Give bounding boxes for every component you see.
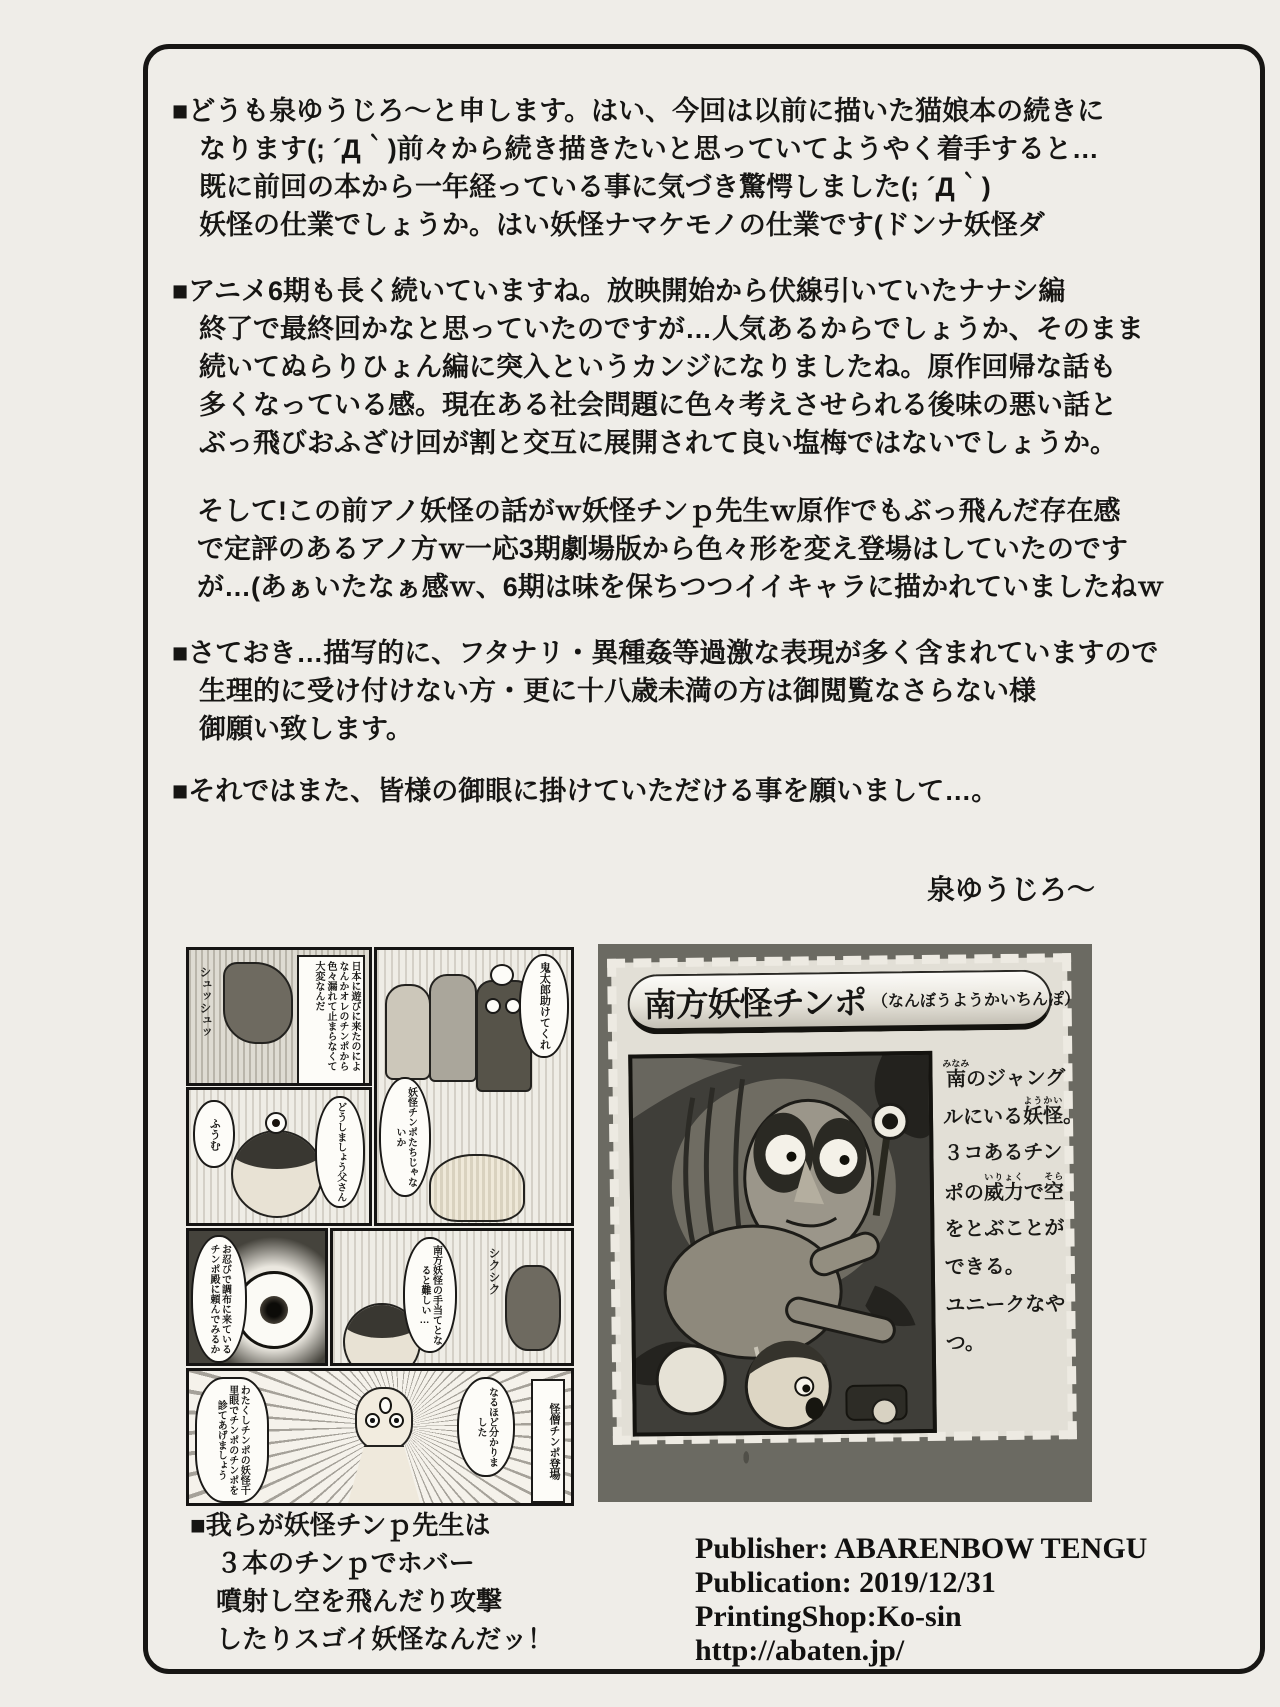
speech-bubble: なるほど分かりました bbox=[457, 1377, 515, 1477]
speech-bubble: どうしましょう父さん bbox=[315, 1096, 365, 1208]
description-line: ポの威力いりょくで空そら bbox=[943, 1171, 1065, 1205]
text-line: ■アニメ6期も長く続いていますね。放映開始から伏線引いていたナナシ編 bbox=[172, 276, 1066, 306]
yokai-illustration bbox=[628, 1051, 937, 1437]
frog-yokai-figure bbox=[385, 984, 431, 1080]
comic-sfx: シュッシュッ bbox=[198, 966, 212, 1038]
text-line: 妖怪の仕業でしょうか。はい妖怪ナマケモノの仕業です(ドンナ妖怪ダ bbox=[199, 210, 1045, 240]
text-line: が…(あぁいたなぁ感ｗ、6期は味を保ちつつイイキャラに描かれていましたねｗ bbox=[197, 572, 1165, 602]
crying-yokai-figure bbox=[505, 1265, 561, 1351]
speech-bubble: ふうむ bbox=[193, 1100, 235, 1168]
comic-panel-thinking bbox=[330, 1228, 574, 1366]
text-line: ■我らが妖怪チンｐ先生は bbox=[190, 1510, 491, 1540]
text-line: PrintingShop:Ko-sin bbox=[695, 1600, 962, 1633]
speech-bubble: お忍びで調布に来ているチンポ殿に頼んでみるか bbox=[191, 1235, 247, 1363]
text-line: 終了で最終回かなと思っていたのですが…人気あるからでしょうか、そのまま bbox=[199, 314, 1144, 344]
monk-third-eye bbox=[379, 1397, 392, 1414]
kitaro-hair bbox=[231, 1130, 323, 1169]
yokai-card-title-reading: （なんぼうようかいちんぽ） bbox=[871, 990, 1081, 1011]
speech-bubble: 妖怪チンポたちじゃないか bbox=[379, 1077, 431, 1197]
speech-bubble: 鬼太郎助けてくれ bbox=[519, 954, 569, 1058]
text-line: なります(; ´Д｀)前々から続き描きたいと思っていてようやく着手すると… bbox=[199, 134, 1099, 164]
yokai-illustration-svg bbox=[632, 1055, 933, 1433]
description-line: つ。 bbox=[945, 1332, 986, 1355]
afterword-paragraph-2 bbox=[172, 272, 1144, 462]
text-line: で定評のあるアノ方ｗ一応3期劇場版から色々形を変え登場はしていたのです bbox=[197, 534, 1128, 564]
text-line: ぶっ飛びおふざけ回が割と交互に展開されて良い塩梅ではないでしょうか。 bbox=[199, 428, 1117, 458]
text-line: 御願い致します。 bbox=[199, 714, 413, 744]
eyeball-iris bbox=[272, 1119, 280, 1127]
yokai-card-description bbox=[942, 1057, 1084, 1363]
comic-caption: 怪僧チンポ登場 bbox=[531, 1379, 565, 1503]
text-line: したりスゴイ妖怪なんだッ！ bbox=[216, 1624, 554, 1654]
description-line: ３コあるチン bbox=[943, 1141, 1063, 1165]
monk-body bbox=[335, 1445, 433, 1506]
comic-panel-kitaro bbox=[186, 1087, 372, 1226]
text-line: 続いてぬらりひょん編に突入というカンジになりましたね。原作回帰な話も bbox=[199, 352, 1117, 382]
hag-yokai-figure bbox=[429, 974, 477, 1082]
yokai-eye bbox=[485, 998, 501, 1014]
speech-bubble: わたくしチンポの妖怪千里眼でチンポのチンポを診てあげましょう bbox=[195, 1377, 269, 1503]
text-line: 多くなっている感。現在ある社会問題に色々考えさせられる後味の悪い話と bbox=[199, 390, 1117, 420]
kitaro-face bbox=[231, 1130, 323, 1218]
yokai-crotch-figure bbox=[223, 962, 293, 1044]
yokai-card-title: 南方妖怪チンポ bbox=[643, 983, 867, 1023]
comic-panel-closeup bbox=[186, 947, 372, 1086]
monk-eye bbox=[389, 1413, 404, 1428]
afterword-paragraph-4 bbox=[172, 634, 1159, 748]
afterword-paragraph-1 bbox=[172, 92, 1132, 244]
yokai-card-frame bbox=[598, 944, 1092, 1502]
description-line: ユニークなや bbox=[945, 1293, 1066, 1317]
comic-sfx: シクシク bbox=[487, 1247, 501, 1295]
text-line: Publication: 2019/12/31 bbox=[695, 1566, 996, 1599]
text-line: 噴射し空を飛んだり攻撃 bbox=[216, 1586, 503, 1616]
author-signature: 泉ゆうじろ〜 bbox=[926, 874, 1095, 905]
eyeball-father-icon bbox=[265, 1112, 287, 1134]
text-line: http://abaten.jp/ bbox=[695, 1634, 905, 1667]
colophon bbox=[695, 1532, 1148, 1668]
afterword-paragraph-3 bbox=[197, 492, 1165, 606]
text-line: Publisher: ABARENBOW TENGU bbox=[695, 1532, 1148, 1565]
text-line: そして!この前アノ妖怪の話がｗ妖怪チンｐ先生ｗ原作でもぶっ飛んだ存在感 bbox=[197, 496, 1121, 526]
yokai-card bbox=[611, 957, 1084, 1441]
monk-face bbox=[355, 1387, 413, 1451]
description-line: ルにいる妖怪ようかい。 bbox=[942, 1095, 1084, 1129]
comic-caption: 日本に遊びに来たのによなんかオレのチンポから色々漏れて止まらなくて大変なんだ bbox=[297, 955, 365, 1085]
afterword-paragraph-5 bbox=[172, 772, 1132, 810]
description-line: できる。 bbox=[944, 1255, 1025, 1279]
description-line: 南みなみのジャング bbox=[942, 1058, 1066, 1091]
text-line: ３本のチンｐでホバー bbox=[216, 1548, 475, 1578]
text-line: 生理的に受け付けない方・更に十八歳未満の方は御閲覧なさらない様 bbox=[199, 676, 1036, 706]
comic-panel-monk bbox=[186, 1368, 574, 1506]
eye-hat-icon bbox=[490, 964, 514, 986]
text-line: ■それではまた、皆様の御眼に掛けていただける事を願いまして…。 bbox=[172, 776, 999, 806]
text-line: 既に前回の本から一年経っている事に気づき驚愕しました(; ´Д｀) bbox=[199, 172, 991, 202]
eyeball-iris bbox=[260, 1296, 289, 1325]
promo-text bbox=[190, 1506, 610, 1658]
yokai-card-title-bar bbox=[627, 969, 1081, 1034]
speech-bubble: 南方妖怪の手当てとなると難しい… bbox=[403, 1237, 457, 1353]
monk-eye bbox=[365, 1413, 380, 1428]
description-line: をとぶことが bbox=[944, 1217, 1065, 1241]
text-line: ■さておき…描写的に、フタナリ・異種姦等過激な表現が多く含まれていますので bbox=[172, 638, 1159, 668]
comic-panel-eyeball bbox=[186, 1228, 328, 1366]
text-line: ■どうも泉ゆうじろ〜と申します。はい、今回は以前に描いた猫娘本の続きに bbox=[172, 96, 1105, 126]
comic-panel-yokai-group bbox=[374, 947, 574, 1226]
kitaro-back-of-head bbox=[429, 1154, 525, 1222]
